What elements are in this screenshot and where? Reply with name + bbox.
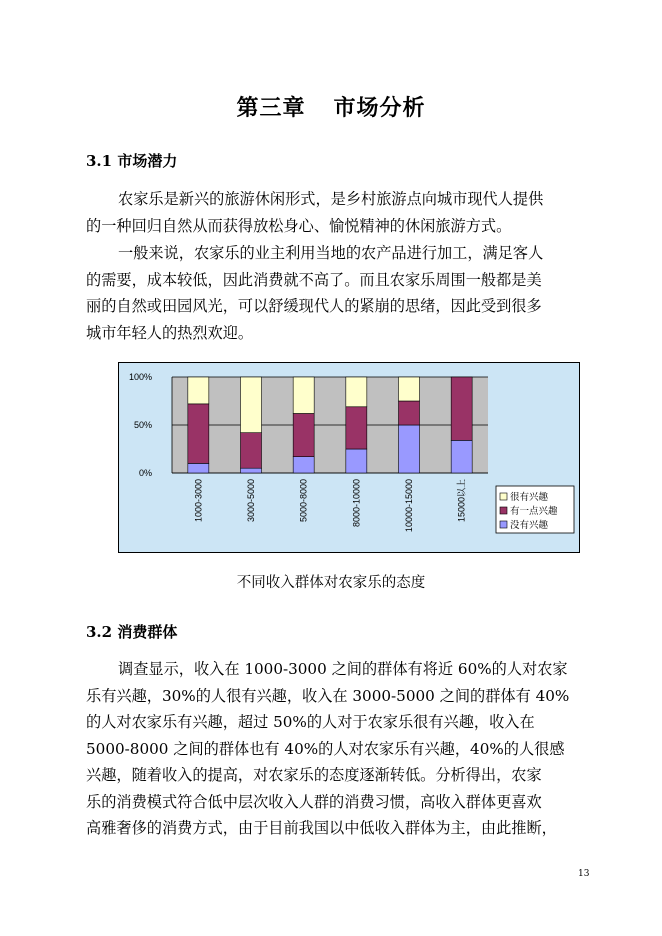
x-tick-label: 3000-5000 — [246, 479, 256, 523]
bar-segment — [346, 407, 367, 449]
bar-segment — [399, 401, 420, 425]
bar-segment — [399, 377, 420, 401]
text-line: 一般来说，农家乐的业主利用当地的农产品进行加工，满足客人 — [118, 244, 544, 262]
paragraph-survey — [86, 656, 606, 842]
legend-swatch — [500, 521, 507, 528]
text-line: 城市年轻人的热烈欢迎。 — [86, 323, 254, 342]
bar-segment — [399, 425, 420, 473]
bar-segment — [451, 377, 472, 440]
x-tick-label: 10000-15000 — [404, 479, 414, 533]
y-tick-label: 100% — [128, 372, 152, 382]
income-attitude-chart — [118, 362, 580, 553]
text-line: 乐有兴趣，30%的人很有兴趣，收入在 3000-5000 之间的群体有 40% — [86, 686, 570, 705]
bar-segment — [293, 377, 314, 413]
x-tick-label: 5000-8000 — [298, 479, 309, 523]
bar-segment — [293, 413, 314, 456]
text-line: 乐的消费模式符合低中层次收入人群的消费习惯，高收入群体更喜欢 — [86, 792, 542, 811]
page-number: 13 — [578, 869, 590, 879]
bar-segment — [188, 404, 209, 464]
bar-segment — [188, 463, 209, 473]
x-tick-label: 15000以上 — [456, 479, 467, 523]
legend-swatch — [500, 507, 507, 514]
bar-segment — [241, 433, 262, 469]
text-line: 兴趣，随着收入的提高，对农家乐的态度逐渐转低。分析得出，农家 — [86, 766, 542, 784]
legend-swatch — [500, 493, 507, 500]
y-tick-label: 0% — [138, 468, 152, 478]
bar-segment — [241, 377, 262, 433]
text-line: 高雅奢侈的消费方式，由于目前我国以中低收入群体为主，由此推断， — [86, 819, 557, 837]
bar-segment — [293, 457, 314, 473]
x-tick-label: 1000-3000 — [193, 479, 204, 523]
chapter-number: 第三章 — [236, 95, 306, 121]
legend-label: 有一点兴趣 — [510, 506, 558, 517]
bar-segment — [346, 449, 367, 473]
section-heading-3-2: 3.2 消费群体 — [86, 623, 178, 641]
text-line: 5000-8000 之间的群体也有 40%的人对农家乐有兴趣，40%的人很感 — [86, 739, 565, 758]
bar-segment — [451, 440, 472, 473]
chapter-title — [0, 91, 662, 122]
text-line: 调查显示，收入在 1000-3000 之间的群体有将近 60%的人对农家 — [118, 660, 568, 678]
x-tick-label: 8000-10000 — [351, 479, 362, 528]
chart-legend — [496, 486, 574, 533]
text-line: 的一种回归自然从而获得放松身心、愉悦精神的休闲旅游方式。 — [86, 216, 512, 235]
chapter-name: 市场分析 — [333, 95, 426, 121]
bar-segment — [188, 377, 209, 404]
bar-segment — [346, 377, 367, 407]
legend-label: 很有兴趣 — [510, 492, 549, 503]
text-line: 的人对农家乐有兴趣，超过 50%的人对于农家乐很有兴趣，收入在 — [86, 713, 535, 731]
legend-label: 没有兴趣 — [510, 520, 549, 531]
text-line: 丽的自然或田园风光，可以舒缓现代人的紧崩的思绪，因此受到很多 — [86, 297, 542, 315]
text-line: 的需要，成本较低，因此消费就不高了。而且农家乐周围一般都是美 — [86, 270, 542, 289]
paragraph-intro — [86, 186, 606, 239]
text-line: 农家乐是新兴的旅游休闲形式，是乡村旅游点向城市现代人提供 — [118, 190, 544, 208]
y-tick-label: 50% — [133, 420, 152, 430]
section-heading-3-1: 3.1 市场潜力 — [86, 152, 178, 170]
paragraph-cost — [86, 240, 606, 346]
chart-caption: 不同收入群体对农家乐的态度 — [236, 575, 426, 591]
bar-segment — [241, 468, 262, 473]
